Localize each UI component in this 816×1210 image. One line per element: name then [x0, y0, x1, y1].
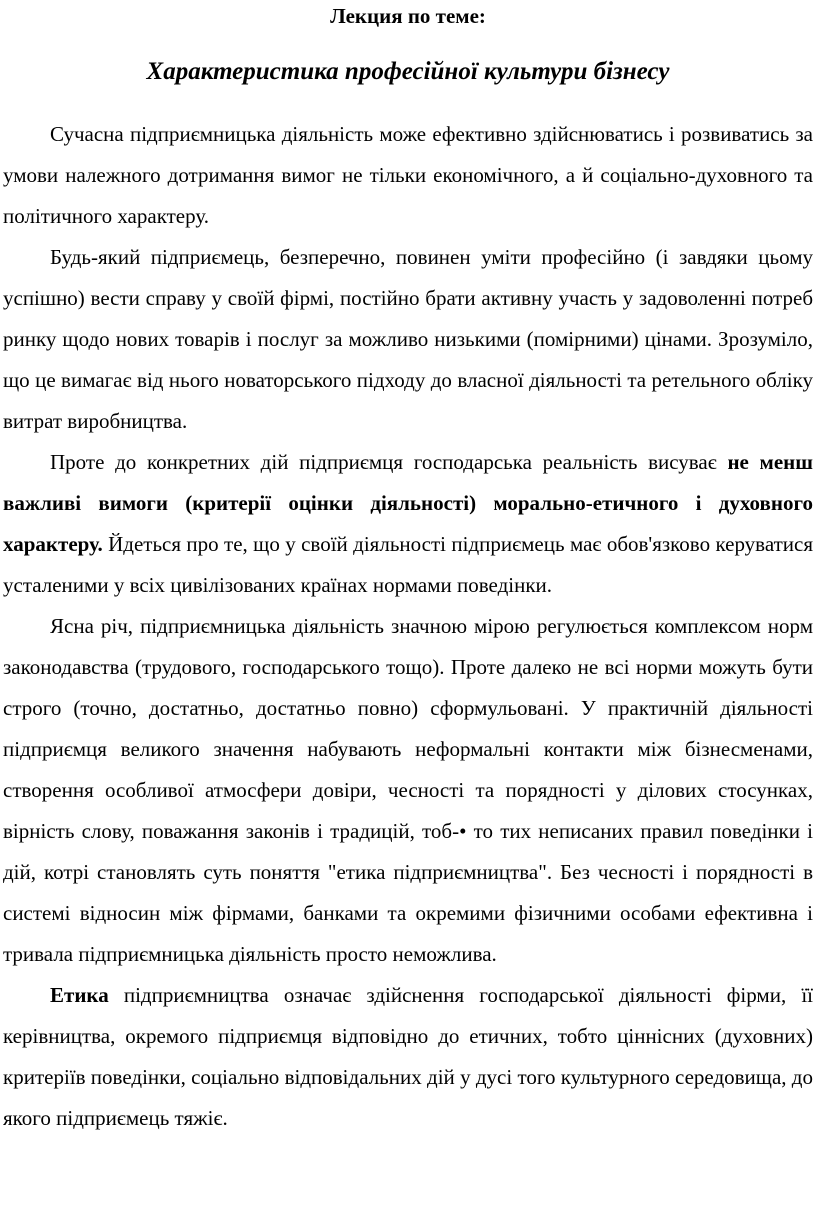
- paragraph-1: Сучасна підприємницька діяльність може ефективно здійснюватись і розвиватись за умови належного дотримання вимог не тільки економічного, а й соціально-духовного та політичного характеру.: [3, 122, 813, 228]
- paragraph-5: [3, 975, 813, 1139]
- paragraph-4: Ясна річ, підприємницька діяльність значною мірою регулюється комплексом норм законодавства (трудового, господарського тощо). Проте далеко не всі норми можуть бути строго (точно, достатньо, достатньо повно) сформульовані. У практичній діяльності підприємця великого значення набувають неформальні контакти між бізнесменами, створення особливої атмосфери довіри, чесності та порядності у ділових стосунках, вірність слову, поважання законів і традицій, тоб-• то тих неписаних правил поведінки і дій, котрі становлять суть поняття "етика підприємництва". Без чесності і порядності в системі відносин між фірмами, банками та окремими фізичними особами ефективна і тривала підприємницька діяльність просто неможлива.: [3, 614, 813, 966]
- paragraph-2: Будь-який підприємець, безперечно, повинен уміти професійно (і завдяки цьому успішно) вести справу у своїй фірмі, постійно брати активну участь у задоволенні потреб ринку щодо нових товарів і послуг за можливо низькими (помірними) цінами. Зрозуміло, що це вимагає від нього новаторського підходу до власної діяльності та ретельного обліку витрат виробництва.: [3, 245, 813, 433]
- paragraph-5-text-after: підприємництва означає здійснення господарської діяльності фірми, її керівництва, окремого підприємця відповідно до етичних, тобто ціннісних (духовних) критеріїв поведінки, соціально відповідальних дій у дусі того культурного середовища, до якого підприємець тяжіє.: [3, 983, 813, 1130]
- paragraph-5-bold-term: Етика: [50, 983, 109, 1007]
- lecture-heading: Лекция по теме:: [330, 4, 486, 28]
- document-body: [3, 114, 813, 1139]
- lecture-title: Характеристика професійної культури бізнесу: [146, 58, 670, 85]
- paragraph-3-bold-text: не менш важливі вимоги (критерії оцінки діяльності) морально-етичного і духовного характеру.: [3, 450, 813, 556]
- paragraph-3-text-after: Йдеться про те, що у своїй діяльності підприємець має обов'язково керуватися усталеними у всіх цивілізованих країнах нормами поведінки.: [3, 532, 813, 597]
- paragraph-3: [3, 442, 813, 606]
- paragraph-3-text-before: Проте до конкретних дій підприємця господарська реальність висуває: [50, 450, 728, 474]
